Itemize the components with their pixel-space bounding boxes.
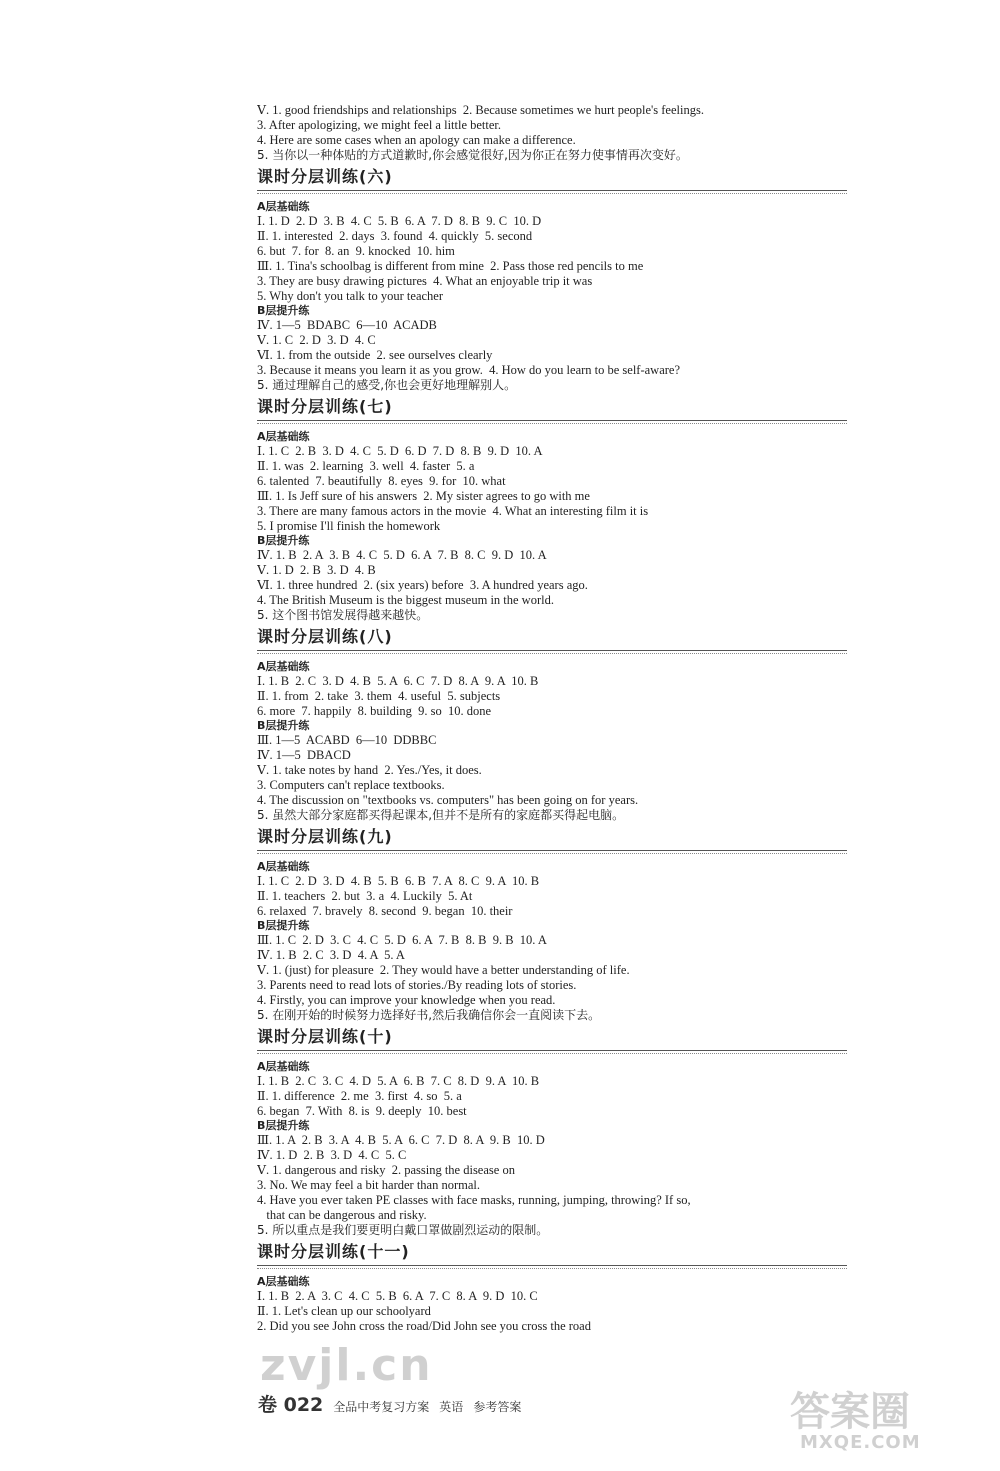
answer-line: Ⅲ. 1. Tina's schoolbag is different from mine 2. Pass those red pencils to me <box>257 259 644 273</box>
answer-section <box>257 166 847 393</box>
answer-line: Ⅱ. 1. Let's clean up our schoolyard <box>257 1304 431 1318</box>
section-title: 课时分层训练(六) <box>257 167 393 186</box>
answer-line: that can be dangerous and risky. <box>257 1208 427 1222</box>
answer-line: Ⅰ. 1. B 2. C 3. D 4. B 5. A 6. C 7. D 8. A 9. A 10. B <box>257 674 539 688</box>
page-footer <box>258 1390 778 1417</box>
section-divider <box>257 650 847 654</box>
answer-line: 5. Why don't you talk to your teacher <box>257 289 444 303</box>
answer-line: 3. They are busy drawing pictures 4. What an enjoyable trip it was <box>257 274 593 288</box>
answer-line: Ⅰ. 1. D 2. D 3. B 4. C 5. B 6. A 7. D 8. B 9. C 10. D <box>257 214 542 228</box>
section-divider <box>257 1265 847 1269</box>
section-title: 课时分层训练(八) <box>257 627 393 646</box>
answer-line: 3. Because it means you learn it as you grow. 4. How do you learn to be self-aware? <box>257 363 681 377</box>
answer-line: 3. No. We may feel a bit harder than normal. <box>257 1178 480 1192</box>
level-subheading: A层基础练 <box>257 860 310 873</box>
answer-line: 4. The discussion on "textbooks vs. computers" has been going on for years. <box>257 793 639 807</box>
level-subheading: A层基础练 <box>257 200 310 213</box>
answer-section <box>257 1026 847 1238</box>
section-divider <box>257 1050 847 1054</box>
answer-line: 3. Computers can't replace textbooks. <box>257 778 445 792</box>
answer-line: Ⅰ. 1. B 2. A 3. C 4. C 5. B 6. A 7. C 8. A 9. D 10. C <box>257 1289 538 1303</box>
watermark-left: zvjl.cn <box>260 1340 433 1391</box>
answer-line: Ⅰ. 1. C 2. D 3. D 4. B 5. B 6. B 7. A 8. C 9. A 10. B <box>257 874 540 888</box>
answer-line: Ⅴ. 1. dangerous and risky 2. passing the disease on <box>257 1163 515 1177</box>
answer-line: Ⅴ. 1. take notes by hand 2. Yes./Yes, it does. <box>257 763 482 777</box>
answer-line: 4. Here are some cases when an apology can make a difference. <box>257 133 576 147</box>
answer-line: Ⅴ. 1. good friendships and relationships 2. Because sometimes we hurt people's feelings. <box>257 103 704 117</box>
answer-key-label: 参考答案 <box>473 1400 522 1414</box>
answer-line: Ⅱ. 1. interested 2. days 3. found 4. quickly 5. second <box>257 229 533 243</box>
level-subheading: A层基础练 <box>257 430 310 443</box>
answer-line: 5. 所以重点是我们要更明白戴口罩做剧烈运动的限制。 <box>257 1223 549 1237</box>
answer-section <box>257 1241 847 1334</box>
answer-line: Ⅲ. 1. A 2. B 3. A 4. B 5. A 6. C 7. D 8. A 9. B 10. D <box>257 1133 545 1147</box>
answer-line: 5. 虽然大部分家庭都买得起课本,但并不是所有的家庭都买得起电脑。 <box>257 808 625 822</box>
section-divider <box>257 190 847 194</box>
book-title: 全品中考复习方案 <box>333 1400 430 1414</box>
answer-page <box>257 103 847 1334</box>
answer-section <box>257 826 847 1023</box>
answer-line: Ⅳ. 1—5 DBACD <box>257 748 351 762</box>
answer-line: Ⅳ. 1. B 2. A 3. B 4. C 5. D 6. A 7. B 8. C 9. D 10. A <box>257 548 547 562</box>
answer-line: 6. began 7. With 8. is 9. deeply 10. best <box>257 1104 467 1118</box>
answer-line: 4. The British Museum is the biggest museum in the world. <box>257 593 554 607</box>
page-number: 卷 022 <box>258 1394 324 1416</box>
answer-line: 5. 当你以一种体贴的方式道歉时,你会感觉很好,因为你正在努力使事情再次变好。 <box>257 148 688 162</box>
answer-section <box>257 103 847 163</box>
answer-section <box>257 626 847 823</box>
answer-line: 6. talented 7. beautifully 8. eyes 9. for 10. what <box>257 474 506 488</box>
answer-line: Ⅳ. 1. B 2. C 3. D 4. A 5. A <box>257 948 405 962</box>
answer-line: 4. Firstly, you can improve your knowledge when you read. <box>257 993 556 1007</box>
answer-line: Ⅴ. 1. D 2. B 3. D 4. B <box>257 563 376 577</box>
answer-line: Ⅴ. 1. (just) for pleasure 2. They would have a better understanding of life. <box>257 963 630 977</box>
section-divider <box>257 420 847 424</box>
section-divider <box>257 850 847 854</box>
answer-line: Ⅳ. 1—5 BDABC 6—10 ACADB <box>257 318 437 332</box>
answer-line: 5. 这个图书馆发展得越来越快。 <box>257 608 429 622</box>
answer-line: 2. Did you see John cross the road/Did John see you cross the road <box>257 1319 591 1333</box>
answer-line: 5. I promise I'll finish the homework <box>257 519 441 533</box>
answer-line: 6. but 7. for 8. an 9. knocked 10. him <box>257 244 455 258</box>
level-subheading: A层基础练 <box>257 1275 310 1288</box>
answer-line: 5. 通过理解自己的感受,你也会更好地理解别人。 <box>257 378 517 392</box>
answer-line: Ⅲ. 1. C 2. D 3. C 4. C 5. D 6. A 7. B 8. B 9. B 10. A <box>257 933 547 947</box>
answer-line: Ⅵ. 1. from the outside 2. see ourselves clearly <box>257 348 493 362</box>
section-title: 课时分层训练(九) <box>257 827 393 846</box>
answer-line: 6. more 7. happily 8. building 9. so 10. done <box>257 704 492 718</box>
answer-section <box>257 396 847 623</box>
level-subheading: B层提升练 <box>257 304 310 317</box>
answer-line: Ⅳ. 1. D 2. B 3. D 4. C 5. C <box>257 1148 407 1162</box>
answer-line: Ⅱ. 1. was 2. learning 3. well 4. faster 5. a <box>257 459 475 473</box>
level-subheading: B层提升练 <box>257 534 310 547</box>
level-subheading: A层基础练 <box>257 660 310 673</box>
answer-line: 3. After apologizing, we might feel a little better. <box>257 118 502 132</box>
answer-line: 6. relaxed 7. bravely 8. second 9. began 10. their <box>257 904 513 918</box>
answer-line: Ⅴ. 1. C 2. D 3. D 4. C <box>257 333 376 347</box>
answer-line: 4. Have you ever taken PE classes with face masks, running, jumping, throwing? If so, <box>257 1193 691 1207</box>
answer-line: Ⅱ. 1. from 2. take 3. them 4. useful 5. subjects <box>257 689 501 703</box>
answer-line: Ⅲ. 1—5 ACABD 6—10 DDBBC <box>257 733 437 747</box>
answer-line: Ⅰ. 1. B 2. C 3. C 4. D 5. A 6. B 7. C 8. D 9. A 10. B <box>257 1074 540 1088</box>
level-subheading: B层提升练 <box>257 719 310 732</box>
subject-label: 英语 <box>439 1400 464 1414</box>
section-title: 课时分层训练(七) <box>257 397 393 416</box>
level-subheading: A层基础练 <box>257 1060 310 1073</box>
answer-line: 5. 在刚开始的时候努力选择好书,然后我确信你会一直阅读下去。 <box>257 1008 601 1022</box>
answer-line: Ⅲ. 1. Is Jeff sure of his answers 2. My sister agrees to go with me <box>257 489 590 503</box>
answer-line: Ⅱ. 1. teachers 2. but 3. a 4. Luckily 5. At <box>257 889 473 903</box>
level-subheading: B层提升练 <box>257 1119 310 1132</box>
answer-line: Ⅵ. 1. three hundred 2. (six years) before 3. A hundred years ago. <box>257 578 588 592</box>
watermark-right-url: MXQE.COM <box>800 1432 921 1453</box>
answer-line: Ⅰ. 1. C 2. B 3. D 4. C 5. D 6. D 7. D 8. B 9. D 10. A <box>257 444 543 458</box>
section-title: 课时分层训练(十) <box>257 1027 393 1046</box>
answer-line: 3. Parents need to read lots of stories./By reading lots of stories. <box>257 978 577 992</box>
answer-line: 3. There are many famous actors in the movie 4. What an interesting film it is <box>257 504 649 518</box>
level-subheading: B层提升练 <box>257 919 310 932</box>
section-title: 课时分层训练(十一) <box>257 1242 410 1261</box>
watermark-right-logo: 答案圈 <box>790 1389 910 1435</box>
answer-line: Ⅱ. 1. difference 2. me 3. first 4. so 5. a <box>257 1089 462 1103</box>
